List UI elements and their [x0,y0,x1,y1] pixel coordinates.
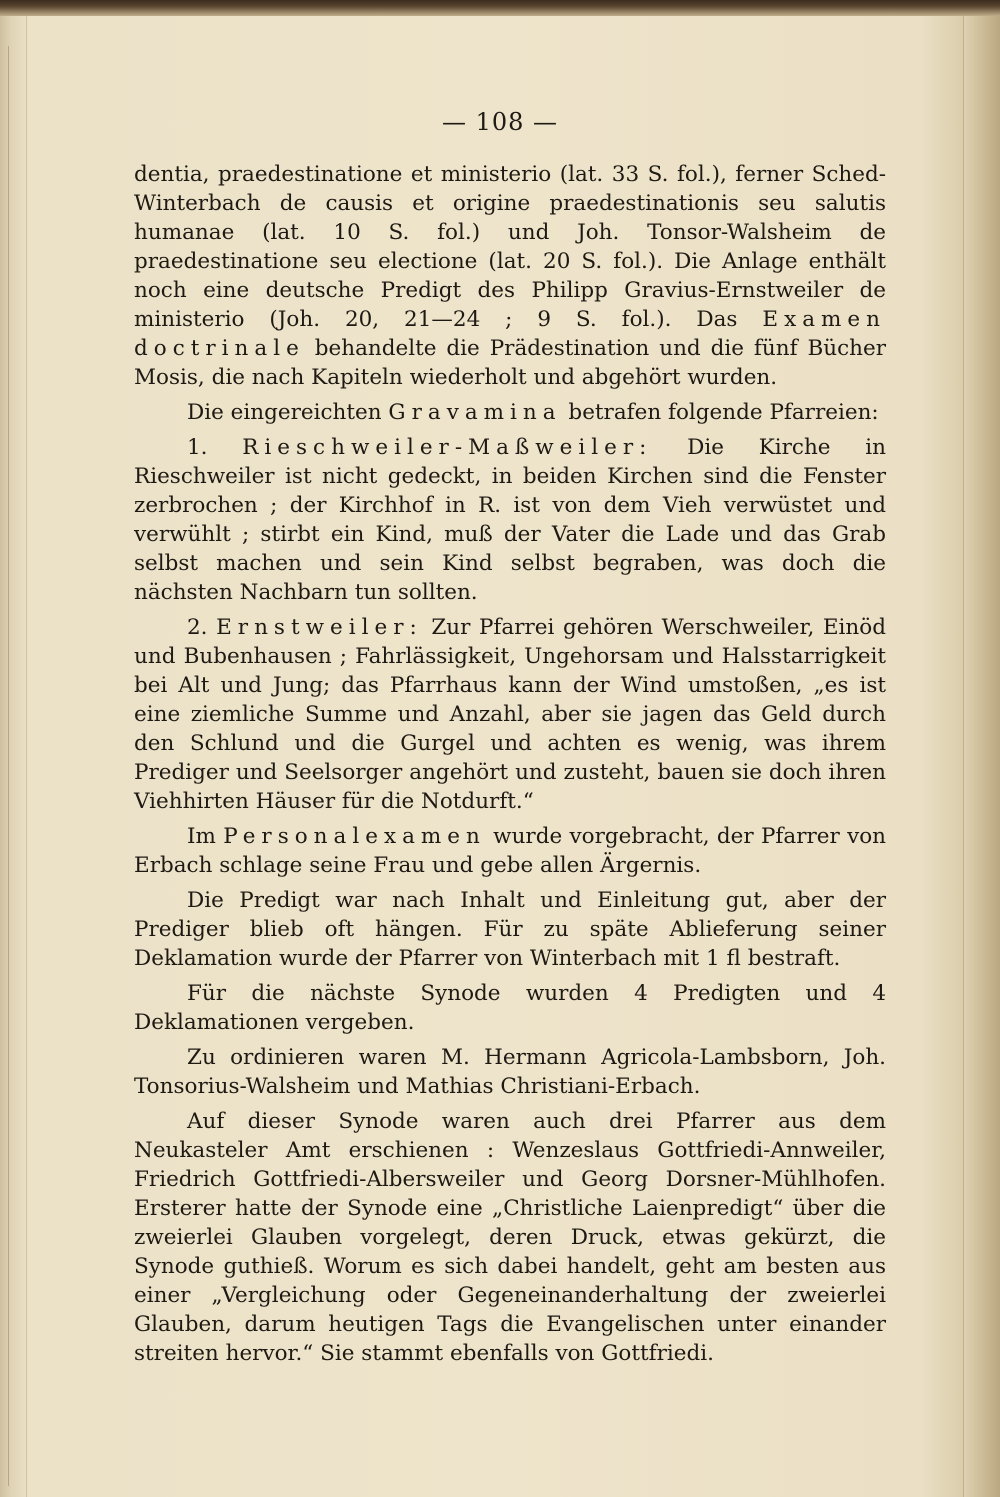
text-run: betrafen folgende Pfarreien: [561,400,879,425]
paragraph [134,433,886,607]
spaced-term: Ernstweiler: [216,615,423,640]
paragraph [134,886,886,973]
text-run: 1. [187,435,243,460]
text-run: 2. [187,615,217,640]
text-run: Für die nächste Synode wurden 4 Predigten und 4 Deklamationen vergeben. [134,981,886,1035]
spine-crease [8,46,9,1486]
page-right-edge [963,16,1000,1497]
paragraph [134,822,886,880]
text-run: Die Kirche in Rieschweiler ist nicht gedeckt, in beiden Kirchen sind die Fenster zerbrochen ; der Kirchhof in R. ist von dem Vieh verwüstet und verwühlt ; stirbt ein Kind, muß der Vater die Lade und das Grab selbst machen und sein Kind selbst begraben, was doch die nächsten Nachbarn tun sollten. [134,435,886,605]
text-run: Zu ordinieren waren M. Hermann Agricola-Lambsborn, Joh. Tonsorius-Walsheim und Mathias Christiani-Erbach. [134,1045,886,1099]
spaced-term: Examen doctrinale [134,307,886,361]
paragraph [134,160,886,392]
page-number: — 108 — [441,108,559,136]
spaced-term: Rieschweiler-Maßweiler: [242,435,653,460]
body-text [134,160,886,1374]
paragraph [134,1043,886,1101]
paragraph [134,398,886,427]
text-run: Zur Pfarrei gehören Werschweiler, Einöd und Bubenhausen ; Fahrlässigkeit, Ungehorsam und Halsstarrigkeit bei Alt und Jung; das Pfarrhaus kann der Wind umstoßen, „es ist eine ziemliche Summe und Anzahl, aber sie jagen das Geld durch den Schlund und die Gurgel und achten es wenig, was ihrem Prediger und Seelsorger angehört und zusteht, bauen sie doch ihren Viehhirten Häuser für die Notdurft.“ [134,615,886,814]
spaced-term: Gravamina [388,400,562,425]
text-run: dentia, praedestinatione et ministerio (lat. 33 S. fol.), ferner Sched-Winterbach de causis et origine praedestinationis seu salutis humanae (lat. 10 S. fol.) und Joh. Tonsor-Walsheim de praedestinatione seu electione (lat. 20 S. fol.). Die Anlage enthält noch eine deutsche Predigt des Philipp Gravius-Ernstweiler de ministerio (Joh. 20, 21—24 ; 9 S. fol.). Das [134,162,886,332]
text-run: behandelte die Prädestination und die fünf Bücher Mosis, die nach Kapiteln wiederholt und abgehört wurden. [134,336,886,390]
text-run: Die eingereichten [187,400,389,425]
spaced-term: Personalexamen [223,824,486,849]
book-top-edge [0,0,1000,16]
paragraph [134,613,886,816]
paragraph [134,979,886,1037]
text-run: Im [187,824,224,849]
paragraph [134,1107,886,1368]
text-run: wurde vorgebracht, der Pfarrer von Erbach schlage seine Frau und gebe allen Ärgernis. [134,824,887,878]
text-run: Auf dieser Synode waren auch drei Pfarrer aus dem Neukasteler Amt erschienen : Wenzeslaus Gottfriedi-Annweiler, Friedrich Gottfriedi-Albersweiler und Georg Dorsner-Mühlhofen. Ersterer hatte der Synode eine „Christliche Laienpredigt“ über die zweierlei Glauben vorgelegt, deren Druck, etwas gekürzt, die Synode guthieß. Worum es sich dabei handelt, geht am besten aus einer „Vergleichung oder Gegeneinanderhaltung der zweierlei Glauben, darum heutigen Tags die Evangelischen unter einander streiten hervor.“ Sie stammt ebenfalls von Gottfriedi. [134,1109,886,1366]
book-spine [0,16,27,1497]
text-run: Die Predigt war nach Inhalt und Einleitung gut, aber der Prediger blieb oft hängen. Für zu späte Ablieferung seiner Deklamation wurde der Pfarrer von Winterbach mit 1 fl bestraft. [134,888,886,971]
